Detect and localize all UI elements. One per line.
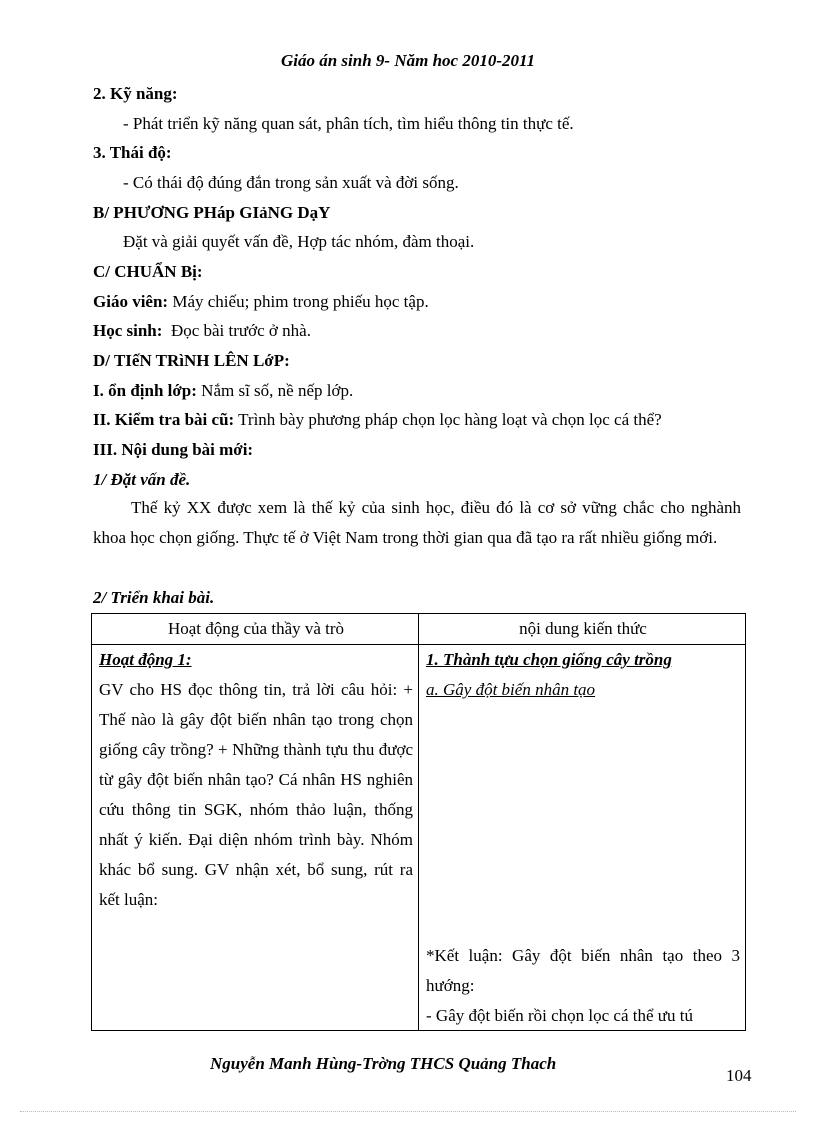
on-dinh-label: I. ổn định lớp: bbox=[93, 381, 197, 400]
dat-van-de-paragraph: Thế kỷ XX được xem là thế kỷ của sinh học, điều đó là cơ sở vững chắc cho nghành khoa học chọn giống. Thực tế ở Việt Nam trong thời gian qua đã tạo ra rất nhiều giống mới. bbox=[93, 498, 741, 547]
phuong-phap-text: Đặt và giải quyết vấn đề, Hợp tác nhóm, đàm thoại. bbox=[123, 232, 475, 251]
chuan-bi-title: C/ CHUẨN Bị: bbox=[93, 262, 203, 281]
activity-title: Hoạt động 1: bbox=[99, 650, 192, 669]
knowledge-subtitle: a. Gây đột biến nhân tạo bbox=[426, 680, 596, 699]
col2-header: nội dung kiến thức bbox=[419, 614, 746, 645]
hoc-sinh-label: Học sinh: bbox=[93, 321, 163, 340]
dat-van-de-title: 1/ Đặt vấn đề. bbox=[93, 470, 191, 489]
conclusion-item: - Gây đột biến rồi chọn lọc cá thể ưu tú bbox=[426, 1006, 693, 1025]
on-dinh-text: Nắm sĩ số, nề nếp lớp. bbox=[196, 381, 354, 400]
kiem-tra-label: II. Kiểm tra bài cũ: bbox=[93, 410, 235, 429]
table-row bbox=[92, 645, 746, 1031]
page-bottom-divider bbox=[20, 1111, 796, 1112]
conclusion-block bbox=[426, 941, 740, 1031]
activity-text: GV cho HS đọc thông tin, trả lời câu hỏi: + Thế nào là gây đột biến nhân tạo trong chọn giống cây trồng? + Những thành tựu thu được từ gây đột biến nhân tạo? Cá nhân HS nghiên cứu thông tin SGK, nhóm thảo luận, thống nhất ý kiến. Đại diện nhóm trình bày. Nhóm khác bổ sung. GV nhận xét, bổ sung, rút ra kết luận: bbox=[99, 680, 413, 909]
on-dinh-line bbox=[93, 381, 353, 401]
page-number: 104 bbox=[726, 1066, 752, 1085]
giao-vien-text: Máy chiếu; phim trong phiếu học tập. bbox=[168, 292, 429, 311]
thai-do-title: 3. Thái độ: bbox=[93, 143, 172, 162]
page-footer: Nguyễn Manh Hùng-Trờng THCS Quảng Thach bbox=[210, 1054, 557, 1073]
conclusion-text: *Kết luận: Gây đột biến nhân tạo theo 3 hướng: bbox=[426, 946, 740, 995]
hoc-sinh-line bbox=[93, 321, 311, 341]
giao-vien-line bbox=[93, 292, 429, 312]
trien-khai-title: 2/ Triển khai bài. bbox=[93, 588, 215, 607]
lesson-table bbox=[91, 613, 746, 1031]
thai-do-text: - Có thái độ đúng đắn trong sản xuất và đời sống. bbox=[123, 173, 459, 192]
kiem-tra-line bbox=[93, 410, 662, 430]
col1-header: Hoạt động của thầy và trò bbox=[92, 614, 419, 645]
giao-vien-label: Giáo viên: bbox=[93, 292, 169, 311]
tien-trinh-title: D/ TIếN TRìNH LÊN LớP: bbox=[93, 351, 290, 370]
knowledge-cell bbox=[419, 645, 746, 1031]
knowledge-title: 1. Thành tựu chọn giống cây trồng bbox=[426, 650, 672, 669]
hoc-sinh-text: Đọc bài trước ở nhà. bbox=[162, 321, 311, 340]
kiem-tra-text: Trình bày phương pháp chọn lọc hàng loạt và chọn lọc cá thể? bbox=[234, 410, 662, 429]
page-header: Giáo án sinh 9- Năm hoc 2010-2011 bbox=[280, 51, 536, 70]
table-header-row bbox=[92, 614, 746, 645]
ky-nang-title: 2. Kỹ năng: bbox=[93, 84, 178, 103]
ky-nang-text: - Phát triển kỹ năng quan sát, phân tích, tìm hiểu thông tin thực tế. bbox=[123, 114, 574, 133]
activity-cell bbox=[92, 645, 419, 1031]
phuong-phap-title: B/ PHƯƠNG PHáp GIảNG DạY bbox=[93, 203, 331, 222]
noi-dung-title: III. Nội dung bài mới: bbox=[93, 440, 254, 459]
